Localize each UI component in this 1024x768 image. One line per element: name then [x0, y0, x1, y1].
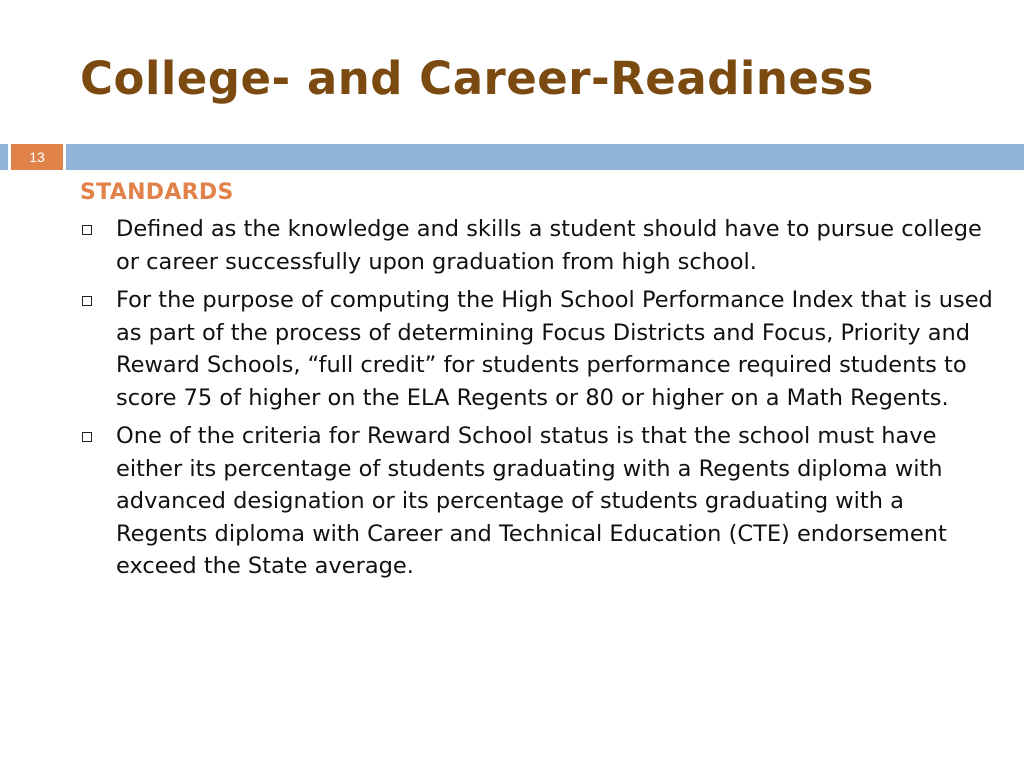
bullet-text: One of the criteria for Reward School status is that the school must have either its percentage of students graduating with a Regents diploma with advanced designation or its percentage of students graduating with a Regents diploma with Career and Technical Education (CTE) endorsement exceed the State average.	[116, 423, 947, 579]
bullet-item	[80, 284, 1000, 414]
bullet-list	[80, 213, 1000, 583]
bullet-text: For the purpose of computing the High School Performance Index that is used as part of the process of determining Focus Districts and Focus, Priority and Reward Schools, “full credit” for students performance required students to score 75 of higher on the ELA Regents or 80 or higher on a Math Regents.	[116, 287, 993, 411]
header-rule-left	[0, 144, 8, 170]
bullet-item	[80, 420, 1000, 583]
bullet-item	[80, 213, 1000, 278]
hollow-square-bullet-icon	[82, 432, 92, 442]
slide-body	[80, 180, 1000, 589]
hollow-square-bullet-icon	[82, 225, 92, 235]
slide-title: College- and Career-Readiness	[80, 52, 874, 105]
section-heading: STANDARDS	[80, 180, 234, 205]
page-number-badge: 13	[11, 144, 63, 170]
header-rule	[66, 144, 1024, 170]
hollow-square-bullet-icon	[82, 296, 92, 306]
bullet-text: Defined as the knowledge and skills a student should have to pursue college or career successfully upon graduation from high school.	[116, 216, 982, 275]
